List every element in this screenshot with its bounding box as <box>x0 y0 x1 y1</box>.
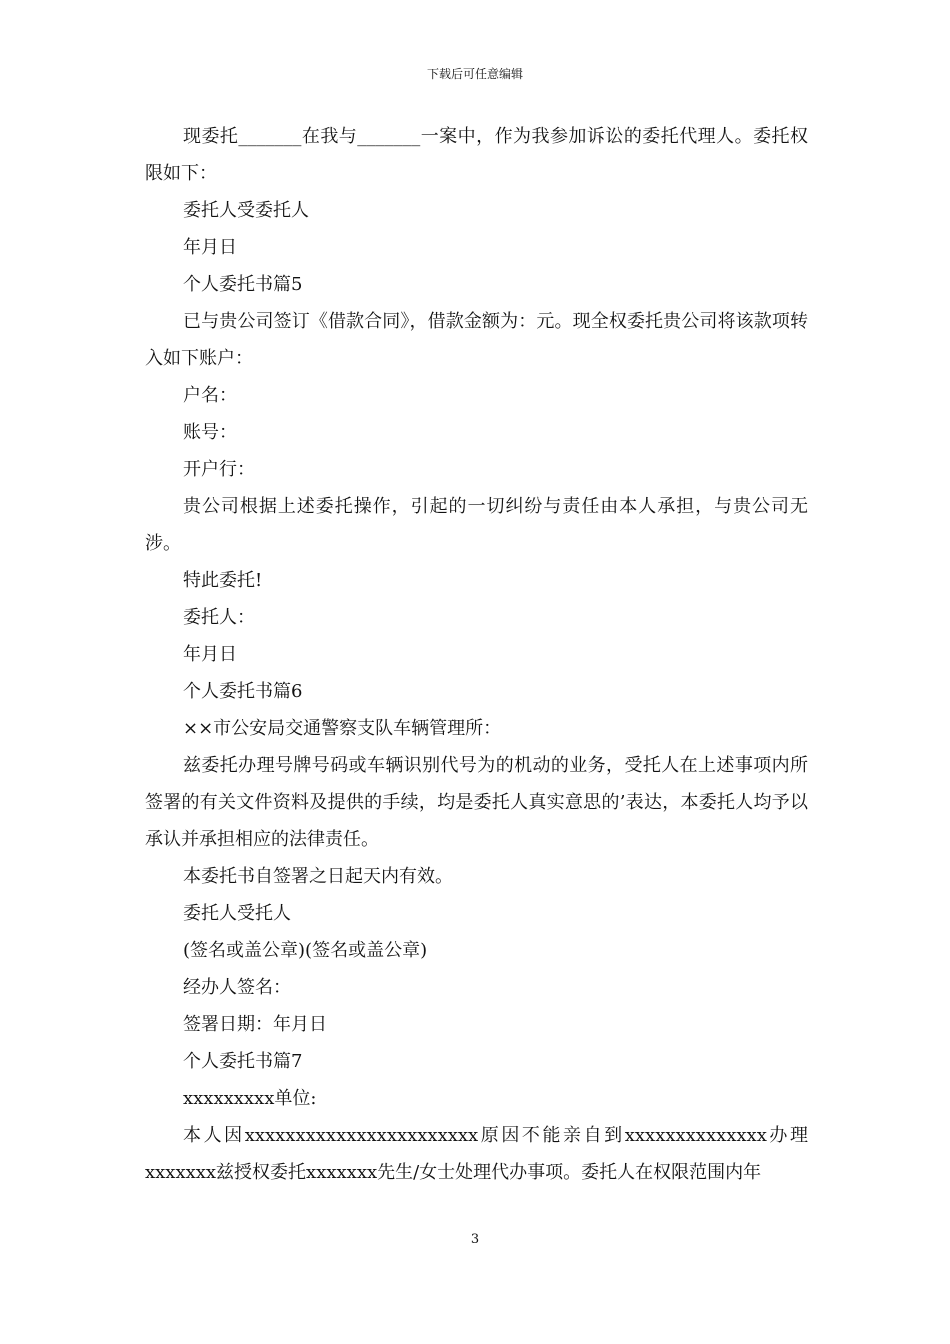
paragraph: 年月日 <box>183 237 237 258</box>
section-heading: 个人委托书篇6 <box>183 681 303 702</box>
paragraph: (签名或盖公章)(签名或盖公章) <box>183 940 428 961</box>
paragraph: 经办人签名： <box>183 977 291 998</box>
paragraph: 特此委托! <box>183 570 263 591</box>
paragraph: 本委托书自签署之日起天内有效。 <box>183 866 453 887</box>
section-heading: 个人委托书篇7 <box>183 1051 303 1072</box>
paragraph: 委托人： <box>183 607 255 628</box>
document-body <box>145 118 808 1191</box>
paragraph: ××市公安局交通警察支队车辆管理所： <box>183 718 502 739</box>
paragraph: xxxxxxxxx单位: <box>183 1088 317 1109</box>
paragraph: 账号： <box>183 422 237 443</box>
paragraph: 贵公司根据上述委托操作，引起的一切纠纷与责任由本人承担，与贵公司无涉。 <box>145 496 808 554</box>
paragraph: 委托人受委托人 <box>183 200 309 221</box>
page-number: 3 <box>470 1232 480 1247</box>
paragraph: 已与贵公司签订《借款合同》，借款金额为：元。现全权委托贵公司将该款项转入如下账户： <box>145 311 808 369</box>
section-heading: 个人委托书篇5 <box>183 274 303 295</box>
paragraph: 户名： <box>183 385 237 406</box>
paragraph: 现委托_______在我与_______一案中，作为我参加诉讼的委托代理人。委托权限如下： <box>145 126 808 184</box>
paragraph: 委托人受托人 <box>183 903 291 924</box>
paragraph: 签署日期：年月日 <box>183 1014 327 1035</box>
page-header: 下载后可任意编辑 <box>426 67 523 81</box>
paragraph: 年月日 <box>183 644 237 665</box>
paragraph: 兹委托办理号牌号码或车辆识别代号为的机动的业务，受托人在上述事项内所签署的有关文件资料及提供的手续，均是委托人真实意思的’表达，本委托人均予以承认并承担相应的法律责任。 <box>145 755 808 850</box>
paragraph: 开户行： <box>183 459 255 480</box>
paragraph: 本人因xxxxxxxxxxxxxxxxxxxxxxx原因不能亲自到xxxxxxxxxxxxxx办理xxxxxxx兹授权委托xxxxxxx先生/女士处理代办事项。委托人在权限范围内年 <box>145 1125 808 1183</box>
